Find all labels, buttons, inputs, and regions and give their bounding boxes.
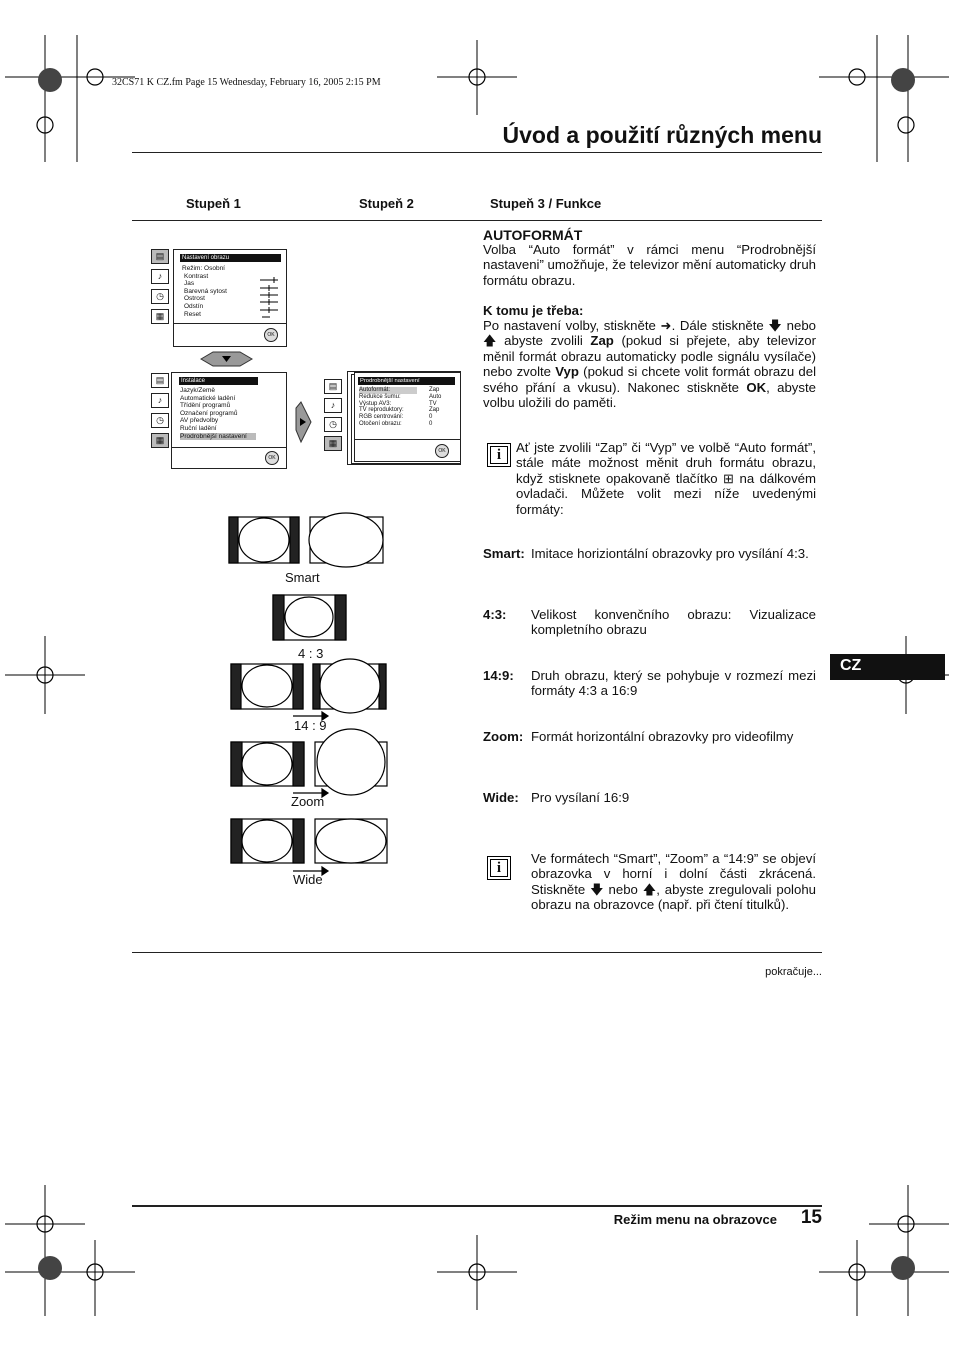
section-intro: Volba “Auto formát” v rámci menu “Prodrobnější nastaveni” umožňuje, že televizor mění automaticky druh formátu obrazu. — [483, 242, 816, 288]
column-heading-step1: Stupeň 1 — [186, 196, 241, 211]
setting-row[interactable]: TV reproduktory: Zap — [359, 407, 440, 414]
setting-row[interactable]: Redukce šumu: Auto — [359, 393, 442, 400]
menu-item[interactable]: Ostrost — [184, 295, 205, 303]
up-arrow-icon: 🡅 — [483, 333, 497, 349]
format-button-icon: ⊞ — [723, 470, 735, 486]
format-label-4-3: 4 : 3 — [298, 646, 324, 661]
menu-item[interactable]: Označení programů — [180, 409, 238, 417]
sound-icon: ♪ — [324, 398, 342, 413]
language-tab: CZ — [830, 654, 945, 680]
term-14-9: 14:9: Druh obrazu, který se pohybuje v rozmezí mezi formáty 4:3 a 16:9 — [483, 668, 816, 699]
menu-item[interactable]: Automatické ladění — [180, 394, 236, 402]
ok-button-icon: OK — [435, 444, 449, 458]
note-autoformat: Ať jste zvolili “Zap” či “Vyp” ve volbě “Auto formát”, stále máte možnost měnit druh formátu obrazu, když stisknete opakovaně tlačítko ⊞ na dálkovém ovladači. Můžete volit mezi níže uvedenými formáty: — [516, 440, 817, 517]
format-label-smart: Smart — [285, 570, 320, 585]
content-end-rule — [132, 952, 822, 953]
setting-row[interactable]: RGB centrování: 0 — [359, 414, 433, 421]
footer-section: Režim menu na obrazovce — [613, 1212, 777, 1227]
setting-row[interactable]: Autoformát: Zap — [359, 387, 440, 393]
down-arrow-icon: 🡇 — [768, 318, 782, 333]
menu-item[interactable]: AV předvolby — [180, 417, 219, 425]
info-icon: i — [487, 856, 511, 880]
format-label-14-9: 14 : 9 — [294, 718, 327, 733]
menu-item[interactable]: Kontrast — [184, 272, 209, 280]
menu-item[interactable]: Režim: Osobní — [182, 265, 225, 272]
file-header: 32CS71 K CZ.fm Page 15 Wednesday, February 16, 2005 2:15 PM — [112, 77, 381, 88]
continues-text: pokračuje... — [765, 966, 822, 978]
picture-icon: ▤ — [324, 379, 342, 394]
down-arrow-icon: 🡇 — [590, 881, 604, 897]
menu-item[interactable]: Ruční ladění — [180, 424, 217, 432]
menu-item-selected[interactable]: Prodrobnější nastavení — [180, 433, 256, 441]
format-label-zoom: Zoom — [291, 794, 325, 809]
term-zoom: Zoom: Formát horizontální obrazovky pro videofilmy — [483, 729, 794, 744]
picture-icon: ▤ — [151, 373, 169, 388]
term-smart: Smart: Imitace horiziontální obrazovky pro vysílání 4:3. — [483, 546, 809, 561]
sound-icon: ♪ — [151, 393, 169, 408]
ok-button-icon: OK — [264, 328, 278, 342]
setup-icon: ▦ — [151, 309, 169, 324]
setup-icon: ▦ — [324, 436, 342, 451]
setting-row[interactable]: Výstup AV3: TV — [359, 400, 437, 407]
page-title: Úvod a použití různých menu — [502, 122, 822, 148]
menu-item[interactable]: Třídění programů — [180, 402, 231, 410]
setup-menu-title: Instalace — [179, 377, 258, 385]
menu-item[interactable]: Reset — [184, 310, 201, 318]
up-arrow-icon: 🡅 — [642, 881, 657, 897]
info-icon: i — [487, 443, 511, 467]
section-heading: AUTOFORMÁT — [483, 227, 583, 243]
instructions: Po nastavení volby, stiskněte ➜. Dále stiskněte 🡇 nebo 🡅 abyste zvolili Zap (pokud si přejete, aby televizor měnil formát obrazu automaticky podle signálu vysílače) nebo zvolte Vyp (pokud si chcete volit formát obrazu del svého přání a vkusu). Nakonec stiskněte OK, abyste volbu uložili do paměti. — [483, 318, 816, 411]
term-wide: Wide: Pro vysílaní 16:9 — [483, 790, 630, 805]
timer-icon: ◷ — [324, 417, 342, 432]
timer-icon: ◷ — [151, 289, 169, 304]
picture-icon: ▤ — [151, 249, 169, 264]
menu-item[interactable]: Jazyk/Země — [180, 387, 216, 394]
setup-icon: ▦ — [151, 433, 169, 448]
timer-icon: ◷ — [151, 413, 169, 428]
advanced-menu-title: Prodrobnější nastavení — [358, 377, 455, 385]
format-label-wide: Wide — [293, 872, 323, 887]
setting-row[interactable]: Otočení obrazu: 0 — [359, 420, 433, 427]
picture-menu-title: Nastavení obrazu — [180, 254, 281, 262]
menu-item[interactable]: Jas — [184, 280, 195, 288]
column-heading-step3: Stupeň 3 / Funkce — [490, 196, 602, 211]
page-number: 15 — [800, 1207, 822, 1228]
subheading: K tomu je třeba: — [483, 303, 584, 318]
term-4-3: 4:3: Velikost konvenčního obrazu: Vizualizace kompletního obrazu — [483, 607, 816, 638]
note-position: Ve formátech “Smart”, “Zoom” a “14:9” se objeví obrazovka v horní i dolní části zkrácená. Stiskněte 🡇 nebo 🡅, abyste zregulovali polohu obrazu na obrazovce (např. při čtení titulků). — [531, 851, 816, 913]
right-arrow-icon: ➜ — [660, 318, 672, 333]
sound-icon: ♪ — [151, 269, 169, 284]
footer-rule — [132, 1205, 822, 1207]
menu-item[interactable]: Odstín — [184, 302, 204, 310]
column-heading-step2: Stupeň 2 — [359, 196, 414, 211]
menu-item[interactable]: Barevná sytost — [184, 287, 227, 295]
ok-button-icon: OK — [265, 451, 279, 465]
